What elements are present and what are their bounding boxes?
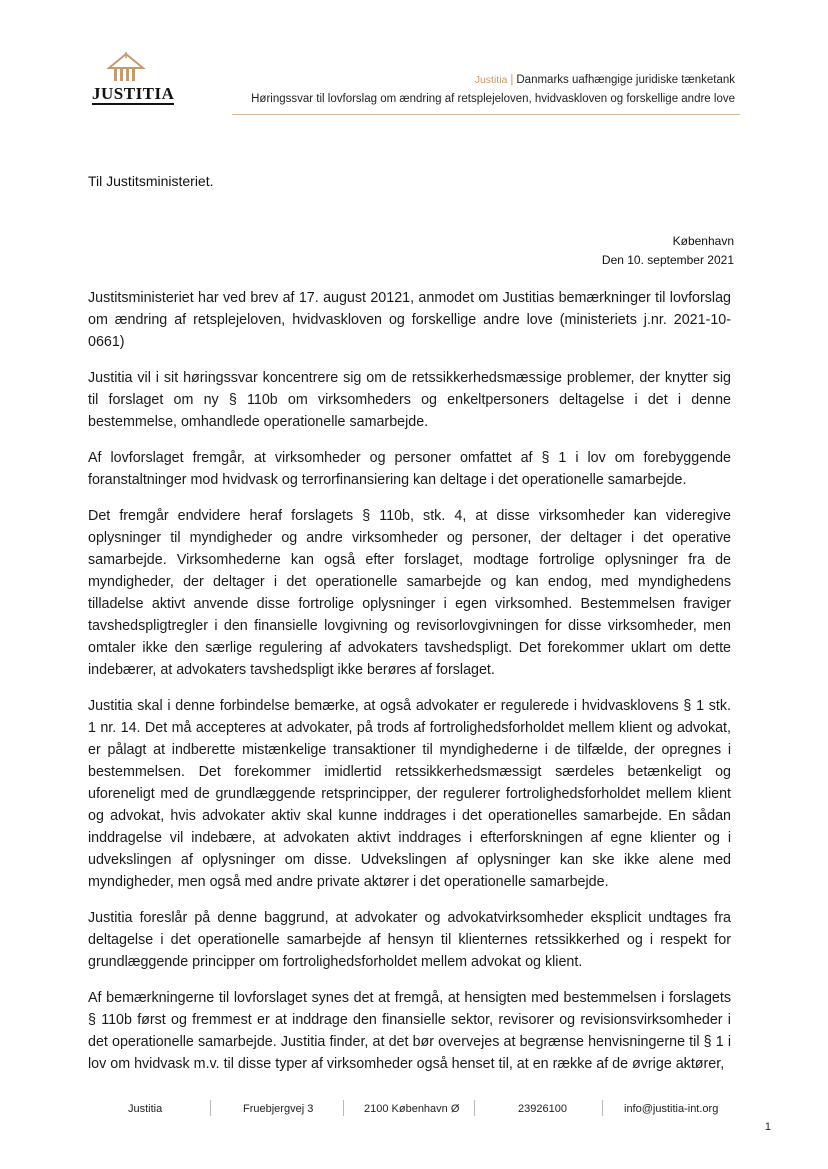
letter-body bbox=[88, 287, 731, 1089]
letterhead-separator: | bbox=[510, 74, 514, 86]
footer-street: Fruebjergvej 3 bbox=[243, 1103, 314, 1115]
letterhead bbox=[251, 71, 735, 109]
footer-phone: 23926100 bbox=[518, 1103, 567, 1115]
recipient: Til Justitsministeriet. bbox=[88, 173, 214, 189]
paragraph: Justitia foreslår på denne baggrund, at advokater og advokatvirksomheder eksplicit undtages fra deltagelse i det operationelle samarbejde af hensyn til klienternes retssikkerhed og i respekt for grundlæggende principper om fortrolighedsforholdet mellem advokat og klient. bbox=[88, 910, 731, 970]
footer-org: Justitia bbox=[128, 1103, 163, 1115]
footer-divider bbox=[474, 1100, 475, 1116]
footer-divider bbox=[210, 1100, 211, 1116]
document-subject: Høringssvar til lovforslag om ændring af retsplejeloven, hvidvaskloven og forskellige andre love bbox=[251, 93, 735, 105]
paragraph: Justitsministeriet har ved brev af 17. august 20121, anmodet om Justitias bemærkninger til lovforslag om ændring af retsplejeloven, hvidvaskloven og forskellige andre love (ministeriets j.nr. 2021-10-0661) bbox=[88, 290, 731, 350]
letterhead-title-line bbox=[251, 71, 735, 90]
org-tagline: Danmarks uafhængige juridiske tænketank bbox=[516, 74, 735, 86]
paragraph: Justitia vil i sit høringssvar koncentrere sig om de retssikkerhedsmæssige problemer, der knytter sig til forslaget om ny § 110b om virksomheders og enkeltpersoners deltagelse i det i denne bestemmelse, omhandlede operationelle samarbejde. bbox=[88, 370, 731, 430]
footer-city: 2100 København Ø bbox=[364, 1103, 460, 1115]
paragraph: Af lovforslaget fremgår, at virksomheder og personer omfattet af § 1 i lov om forebyggende foranstaltninger mod hvidvask og terrorfinansiering kan deltage i det operationelle samarbejde. bbox=[88, 450, 731, 488]
place-and-date bbox=[602, 232, 734, 270]
footer-email: info@justitia-int.org bbox=[624, 1103, 719, 1115]
paragraph: Af bemærkningerne til lovforslaget synes det at fremgå, at hensigten med bestemmelsen i forslagets § 110b først og fremmest er at inddrage den finansielle sektor, revisorer og revisionsvirksomheder i det operationelle samarbejde. Justitia finder, at det bør overvejes at begrænse henvisningerne til § 1 i lov om hvidvask m.v. til disse typer af virksomheder også henset til, at en række af de øvrige aktører, bbox=[88, 990, 731, 1072]
header-divider bbox=[232, 114, 740, 115]
place: København bbox=[672, 234, 734, 248]
footer-divider bbox=[343, 1100, 344, 1116]
footer-divider bbox=[602, 1100, 603, 1116]
date: Den 10. september 2021 bbox=[601, 253, 734, 267]
org-name: Justitia bbox=[474, 74, 508, 86]
temple-icon bbox=[106, 52, 146, 82]
paragraph: Det fremgår endvidere heraf forslagets § 110b, stk. 4, at disse virksomheder kan videregive oplysninger til myndigheder og andre virksomheder og personer, der deltager i det operative samarbejde. Virksomhederne kan også efter forslaget, modtage fortrolige oplysninger fra de myndigheder, der deltager i det operationelle samarbejde og kan endog, med myndighedens tilladelse aktivt anvende disse fortrolige oplysninger i egen virksomhed. Bestemmelsen fraviger tavshedspligtregler i den finansielle lovgivning og revisorlovgivningen for disse virksomheder, men omtaler ikke den særlige regulering af advokaters tavshedspligt. Det forekommer uklart om dette indebærer, at advokaters tavshedspligt ikke berøres af forslaget. bbox=[88, 508, 731, 678]
footer bbox=[0, 1103, 828, 1123]
logo-wordmark: JUSTITIA bbox=[92, 84, 175, 103]
page-number: 1 bbox=[764, 1121, 771, 1133]
paragraph: Justitia skal i denne forbindelse bemærke, at også advokater er regulerede i hvidvasklovens § 1 stk. 1 nr. 14. Det må accepteres at advokater, på trods af fortrolighedsforholdet mellem klient og advokat, er pålagt at indberette mistænkelige transaktioner til myndighederne i de tilfælde, der opregnes i bestemmelsen. Det forekommer imidlertid retssikkerhedsmæssigt særdeles betænkeligt og uforeneligt med de grundlæggende retsprincipper, der regulerer fortrolighedsforholdet mellem klient og advokat, hvis advokater aktiv skal kunne inddrages i det operationelles samarbejde. En sådan inddragelse vil indebære, at advokaten aktivt inddrages i efterforskningen af egne klienter og i udvekslingen af oplysninger om disse. Udvekslingen af oplysninger kan ske ikke alene med myndigheder, men også med andre private aktører i det operationelle samarbejde. bbox=[88, 698, 731, 890]
justitia-logo bbox=[86, 52, 175, 104]
